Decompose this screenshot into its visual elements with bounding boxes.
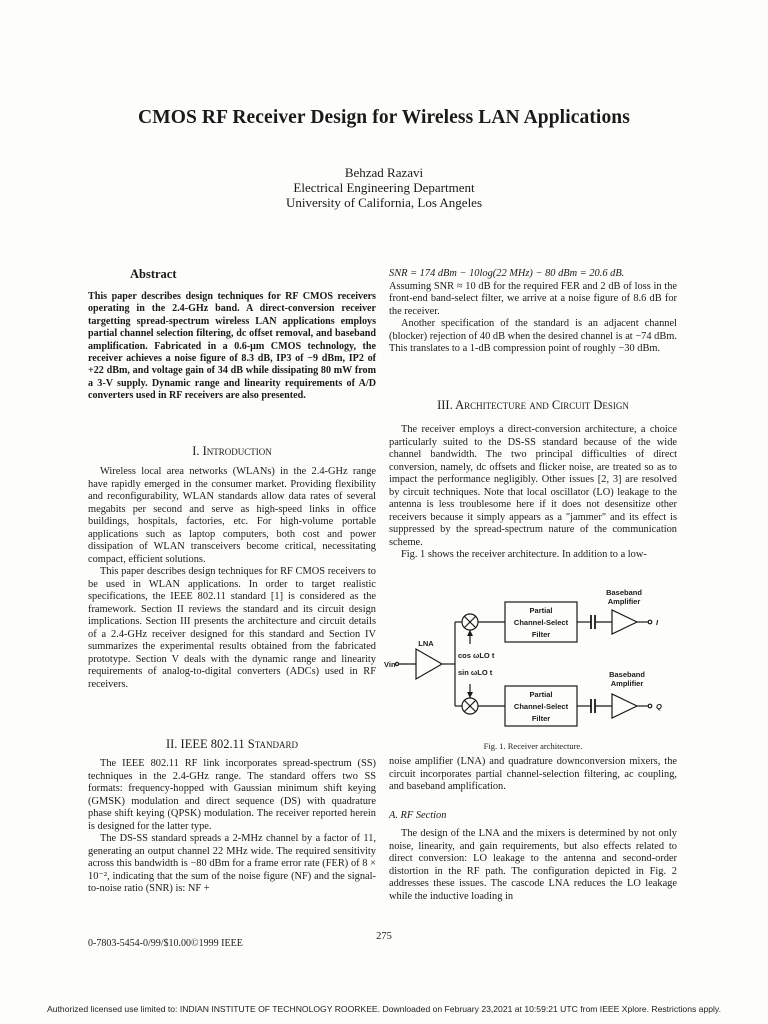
architecture-body — [389, 424, 677, 562]
vin-label: Vin — [384, 660, 396, 669]
standard-paragraph: The IEEE 802.11 RF link incorporates spread-spectrum (SS) techniques in the 2.4-GHz range. The standard offers two SS formats: frequency-hopped with Gaussian minimum shift keying (GMSK) modulation and direct sequence (DS) with quadrature phase shift keying (QPSK) modulation. The receiver reported herein is designed for the latter type. — [88, 758, 376, 832]
copyright-isbn: 0-7803-5454-0/99/$10.00©1999 IEEE — [88, 938, 243, 949]
mixer-bottom-icon — [462, 698, 478, 714]
filter-top-label: Filter — [531, 630, 551, 639]
author-department: Electrical Engineering Department — [293, 180, 475, 195]
output-i-label: I — [656, 618, 659, 627]
architecture-heading: III. Architecture and Circuit Design — [437, 398, 629, 412]
standard-paragraph: Another specification of the standard is an adjacent channel (blocker) rejection of 40 dB when the desired channel is at −74 dBm. This translates to a 1-dB compression point of roughly −30 dBm. — [389, 318, 677, 354]
output-q-label: Q — [656, 702, 662, 711]
sin-lo-label: sin ωLO t — [458, 668, 493, 677]
architecture-paragraph: noise amplifier (LNA) and quadrature downconversion mixers, the circuit incorporates partial channel-selection filtering, ac coupling, and baseband amplification. — [389, 756, 677, 792]
paper-title: CMOS RF Receiver Design for Wireless LAN Applications — [138, 107, 630, 128]
lna-label: LNA — [418, 639, 434, 648]
filter-bottom-label: Partial — [529, 690, 553, 699]
intro-body — [88, 466, 376, 691]
architecture-paragraph: The receiver employs a direct-conversion architecture, a choice particularly suited to the DS-SS standard because of the wide channel bandwidth. The two principal difficulties of direct conversion, namely, dc offsets and flicker noise, are treated so as to impact the performance negligibly. Other issues [2, 3] are resolved by circuit techniques. Note that local oscillator (LO) leakage to the antenna is less troublesome here if it does not desensitize other receivers because it simply appears as a "jammer" and its effect is suppressed by the spread-spectrum nature of the communication scheme. — [389, 424, 677, 548]
baseband-top-label: Amplifier — [607, 597, 641, 606]
standard-heading: II. IEEE 802.11 Standard — [165, 737, 299, 751]
license-footer: Authorized licensed use limited to: INDIAN INSTITUTE OF TECHNOLOGY ROORKEE. Downloaded on February 23,2021 at 10:59:21 UTC from IEEE Xplore. Restrictions apply. — [47, 1004, 721, 1014]
abstract-heading: Abstract — [130, 267, 177, 281]
filter-bottom-label: Filter — [531, 714, 551, 723]
author-name: Behzad Razavi — [344, 165, 424, 180]
intro-paragraph: Wireless local area networks (WLANs) in the 2.4-GHz range have rapidly emerged in the consumer market. Providing flexibility and reconfigurability, WLAN standards allow data rates of several megabits per second and serve as high-speed links in office buildings, hospitals, factories, etc. For high-volume portable applications such as laptop computers, both cost and power dissipation of WLAN transceivers become critical, necessitating compact, efficient solutions. — [88, 466, 376, 565]
snr-equation: SNR = 174 dBm − 10log(22 MHz) − 80 dBm = 20.6 dB. — [389, 268, 625, 279]
baseband-amplifier-top-icon — [612, 610, 637, 634]
architecture-paragraph: Fig. 1 shows the receiver architecture. In addition to a low- — [401, 549, 647, 560]
standard-continuation — [389, 268, 677, 356]
filter-top-label: Channel-Select — [513, 618, 569, 627]
rf-section-body — [389, 828, 677, 903]
abstract-text: This paper describes design techniques for RF CMOS receivers operating in the 2.4-GHz band. A direct-conversion receiver targetting spread-spectrum wireless LAN applications employs partial channel selection filtering, dc offset removal, and baseband amplification. Fabricated in a 0.6-μm CMOS technology, the receiver achieves a noise figure of 8.3 dB, IP3 of −9 dBm, IP2 of +22 dBm, and voltage gain of 34 dB while dissipating 80 mW from a 3-V supply. Dynamic range and linearity requirements of A/D converters used in RF receivers are also presented. — [88, 291, 376, 402]
cos-lo-label: cos ωLO t — [458, 651, 495, 660]
filter-bottom-label: Channel-Select — [513, 702, 569, 711]
rf-section-heading: A. RF Section — [389, 810, 447, 821]
receiver-architecture-figure — [380, 586, 680, 736]
author-institution: University of California, Los Angeles — [285, 195, 483, 210]
baseband-top-label: Baseband — [606, 588, 642, 597]
figure-caption: Fig. 1. Receiver architecture. — [483, 741, 583, 751]
baseband-bottom-label: Amplifier — [610, 679, 644, 688]
standard-paragraph: The DS-SS standard spreads a 2-MHz channel by a factor of 11, generating an output channel 22 MHz wide. The required sensitivity across this bandwidth is −80 dBm for a frame error rate (FER) of 8 × 10⁻², indicating that the sum of the noise figure (NF) and the signal-to-noise ratio (SNR) is: NF + — [88, 833, 376, 894]
intro-paragraph: This paper describes design techniques for RF CMOS receivers to be used in WLAN applications. In order to target realistic specifications, the IEEE 802.11 standard [1] is considered as the framework. Section II reviews the standard and its circuit design implications. Section III presents the architecture and circuit details of a 2.4-GHz receiver designed for this standard and Section IV summarizes the experimental results obtained from the fabricated prototype. Section V deals with the dynamic range and linearity requirements of analog-to-digital converters (ADCs) used in RF receivers. — [88, 566, 376, 690]
baseband-amplifier-bottom-icon — [612, 694, 637, 718]
mixer-top-icon — [462, 614, 478, 630]
standard-paragraph: Assuming SNR ≈ 10 dB for the required FER and 2 dB of loss in the front-end band-select filter, we arrive at a noise figure of 8.6 dB for the receiver. — [389, 280, 677, 317]
baseband-bottom-label: Baseband — [609, 670, 645, 679]
lna-amplifier-icon — [416, 649, 442, 679]
page-number: 275 — [376, 931, 392, 942]
filter-top-label: Partial — [529, 606, 553, 615]
intro-heading: I. Introduction — [192, 444, 272, 458]
standard-body — [88, 758, 376, 896]
rf-section-paragraph: The design of the LNA and the mixers is determined by not only noise, linearity, and gain requirements, but also effects related to direct conversion: LO leakage to the antenna and second-order distortion in the RF path. The configuration depicted in Fig. 2 addresses these issues. The cascode LNA reduces the LO leakage while the inductive loading in — [389, 828, 677, 902]
architecture-continuation — [389, 756, 677, 794]
